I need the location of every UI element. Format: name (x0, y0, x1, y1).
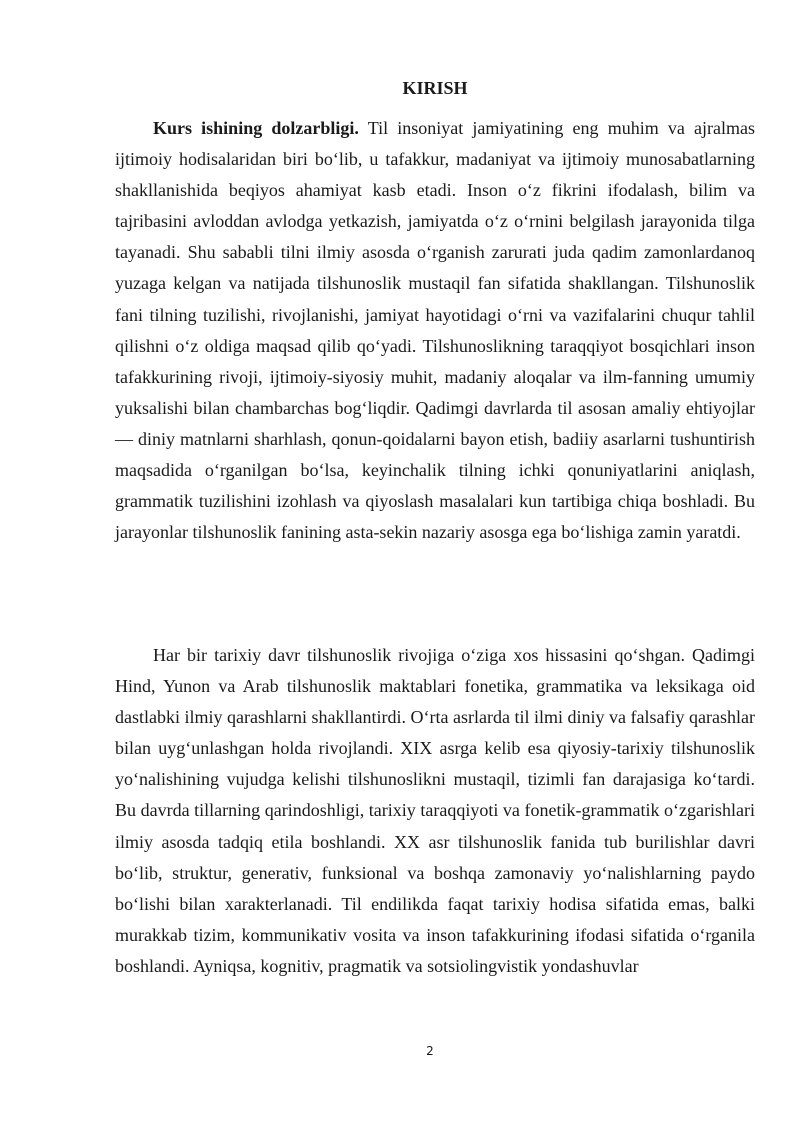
paragraph-body: Til insoniyat jamiyatining eng muhim va ajralmas ijtimoiy hodisalaridan biri bo‘lib, u tafakkur, madaniyat va ijtimoiy munosabatlarning shakllanishida beqiyos ahamiyat kasb etadi. Inson o‘z fikrini ifodalash, bilim va tajribasini avloddan avlodga yetkazish, jamiyatda o‘z o‘rnini belgilash jarayonida tilga tayanadi. Shu sababli tilni ilmiy asosda o‘rganish zarurati juda qadim zamonlardanoq yuzaga kelgan va natijada tilshunoslik mustaqil fan sifatida shakllangan. Tilshunoslik fani tilning tuzilishi, rivojlanishi, jamiyat hayotidagi o‘rni va vazifalarini chuqur tahlil qilishni o‘z oldiga maqsad qilib qo‘yadi. Tilshunoslikning taraqqiyot bosqichlari inson tafakkurining rivoji, ijtimoiy-siyosiy muhit, madaniy aloqalar va ilm-fanning umumiy yuksalishi bilan chambarchas bog‘liqdir. Qadimgi davrlarda til asosan amaliy ehtiyojlar — diniy matnlarni sharhlash, qonun-qoidalarni bayon etish, badiiy asarlarni tushuntirish maqsadida o‘rganilgan bo‘lsa, keyinchalik tilning ichki qonuniyatlarini aniqlash, grammatik tuzilishini izohlash va qiyoslash masalalari kun tartibiga chiqa boshladi. Bu jarayonlar tilshunoslik fanining asta-sekin nazariy asosga ega bo‘lishiga zamin yaratdi. (115, 118, 755, 543)
page-number: 2 (426, 1044, 434, 1058)
paragraph-lead: Kurs ishining dolzarbligi. (153, 118, 359, 138)
section-title: KIRISH (402, 78, 468, 98)
paragraph-body: Har bir tarixiy davr tilshunoslik rivojiga o‘ziga xos hissasini qo‘shgan. Qadimgi Hind, Yunon va Arab tilshunoslik maktablari fonetika, grammatika va leksikaga oid dastlabki ilmiy qarashlarni shakllantirdi. O‘rta asrlarda til ilmi diniy va falsafiy qarashlar bilan uyg‘unlashgan holda rivojlandi. XIX asrga kelib esa qiyosiy-tarixiy tilshunoslik yo‘nalishining vujudga kelishi tilshunoslikni mustaqil, tizimli fan darajasiga ko‘tardi. Bu davrda tillarning qarindoshligi, tarixiy taraqqiyoti va fonetik-grammatik o‘zgarishlari ilmiy asosda tadqiq etila boshlandi. XX asr tilshunoslik fanida tub burilishlar davri bo‘lib, struktur, generativ, funksional va boshqa zamonaviy yo‘nalishlarning paydo bo‘lishi bilan xarakterlanadi. Til endilikda faqat tarixiy hodisa sifatida emas, balki murakkab tizim, kommunikativ vosita va inson tafakkurining ifodasi sifatida o‘rganila boshlandi. Ayniqsa, kognitiv, pragmatik va sotsiolingvistik yondashuvlar (115, 645, 755, 976)
paragraph-text (115, 113, 755, 548)
paragraph-history (115, 640, 755, 982)
paragraph-relevance (115, 113, 755, 548)
